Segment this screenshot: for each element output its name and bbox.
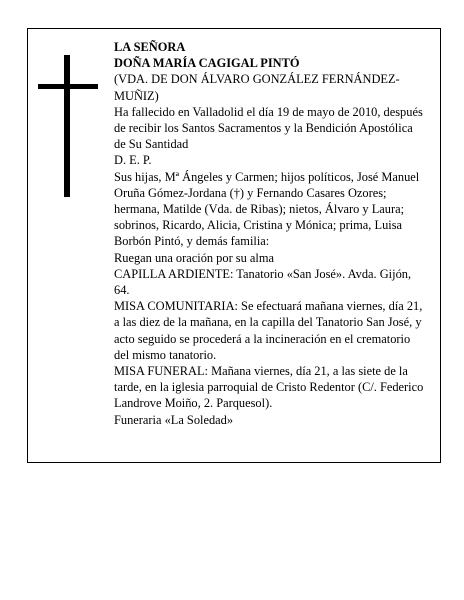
- funeral-mass-info: MISA FUNERAL: Mañana viernes, día 21, a las siete de la tarde, en la iglesia parroquial de Cristo Redentor (C/. Federico Landrove Moiño, 2. Parquesol).: [114, 364, 424, 411]
- rest-in-peace: D. E. P.: [114, 153, 152, 168]
- family-list: Sus hijas, Mª Ángeles y Carmen; hijos políticos, José Manuel Oruña Gómez-Jordana (†) y Fernando Casares Ozores; hermana, Matilde (Vda. de Ribas); nietos, Álvaro y Laura; sobrinos, Ricardo, Alicia, Cristina y Mónica; prima, Luisa Borbón Pintó, y demás familia:: [114, 169, 420, 249]
- chapel-info: CAPILLA ARDIENTE: Tanatorio «San José». Avda. Gijón, 64.: [114, 266, 412, 298]
- header-title: LA SEÑORA: [114, 40, 186, 54]
- cross-horizontal-bar: [38, 84, 98, 89]
- latin-cross-icon: [38, 55, 98, 197]
- widow-of-line: (VDA. DE DON ÁLVARO GONZÁLEZ FERNÁNDEZ-MUÑIZ): [114, 72, 400, 103]
- community-mass-info: MISA COMUNITARIA: Se efectuará mañana viernes, día 21, a las diez de la mañana, en la capilla del Tanatorio San José, y acto seguido se procederá a la incineración en el crematorio del mismo tanatorio.: [114, 299, 423, 362]
- funeral-home: Funeraria «La Soledad»: [114, 412, 234, 427]
- deceased-name: DOÑA MARÍA CAGIGAL PINTÓ: [114, 56, 300, 71]
- cross-vertical-bar: [64, 55, 70, 197]
- prayer-request: Ruegan una oración por su alma: [114, 250, 274, 265]
- death-announcement: Ha fallecido en Valladolid el día 19 de mayo de 2010, después de recibir los Santos Sacramentos y la Bendición Apostólica de Su Santidad: [114, 104, 423, 152]
- obituary-text: [114, 39, 426, 428]
